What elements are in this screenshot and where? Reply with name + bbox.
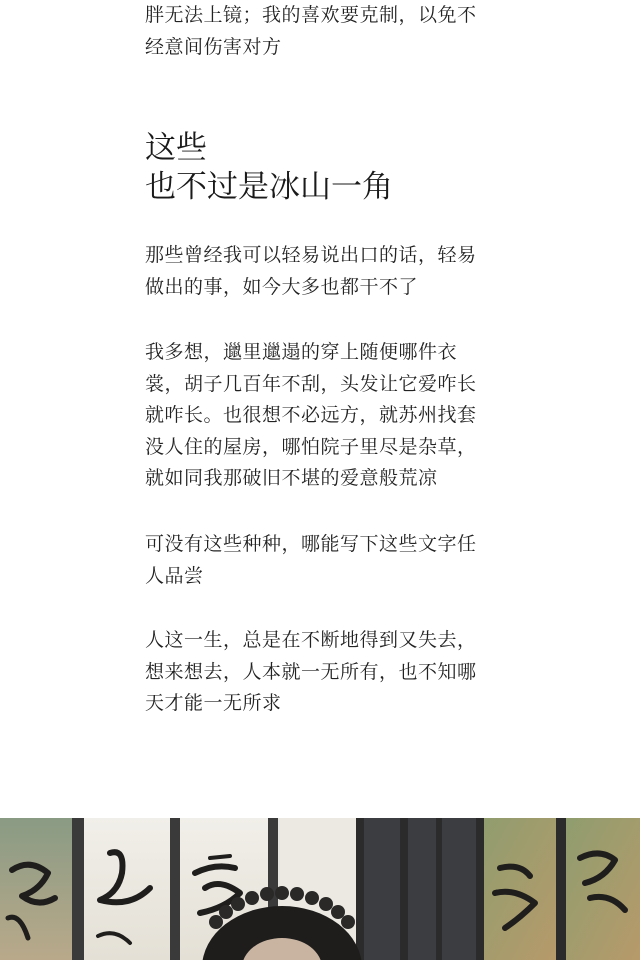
line: 做出的事，如今大多也都干不了: [145, 275, 419, 298]
heading-line: 这些: [145, 130, 207, 166]
line: 我多想，邋里邋遢的穿上随便哪件衣: [145, 341, 458, 363]
heading-line: 也不过是冰山一角: [145, 169, 393, 205]
paragraph-intro: [145, 0, 477, 63]
line: 人这一生，总是在不断地得到又失去，: [145, 629, 477, 651]
line: 人品尝: [145, 564, 204, 587]
line: 可没有这些种种，哪能写下这些文字任: [145, 533, 477, 555]
paragraph: [145, 337, 477, 495]
line: 没人住的屋房，哪怕院子里尽是杂草，: [145, 435, 477, 458]
line: 就如同我那破旧不堪的爱意般荒凉: [145, 467, 438, 489]
paragraph: [145, 240, 477, 303]
calligraphy-window-photo: [0, 818, 640, 960]
article-photo: [0, 818, 640, 960]
line: 天才能一无所求: [145, 692, 282, 714]
line: 想来想去，人本就一无所有，也不知哪: [145, 660, 477, 683]
section-heading: [145, 129, 393, 207]
line: 就咋长。也很想不必远方，就苏州找套: [145, 404, 477, 426]
paragraph: [145, 529, 477, 592]
line: 经意间伤害对方: [145, 35, 282, 58]
line: 那些曾经我可以轻易说出口的话，轻易: [145, 244, 477, 266]
line: 裳，胡子几百年不刮，头发让它爱咋长: [145, 372, 477, 395]
paragraph: [145, 625, 477, 720]
line: 胖无法上镜；我的喜欢要克制，以免不: [145, 4, 477, 26]
